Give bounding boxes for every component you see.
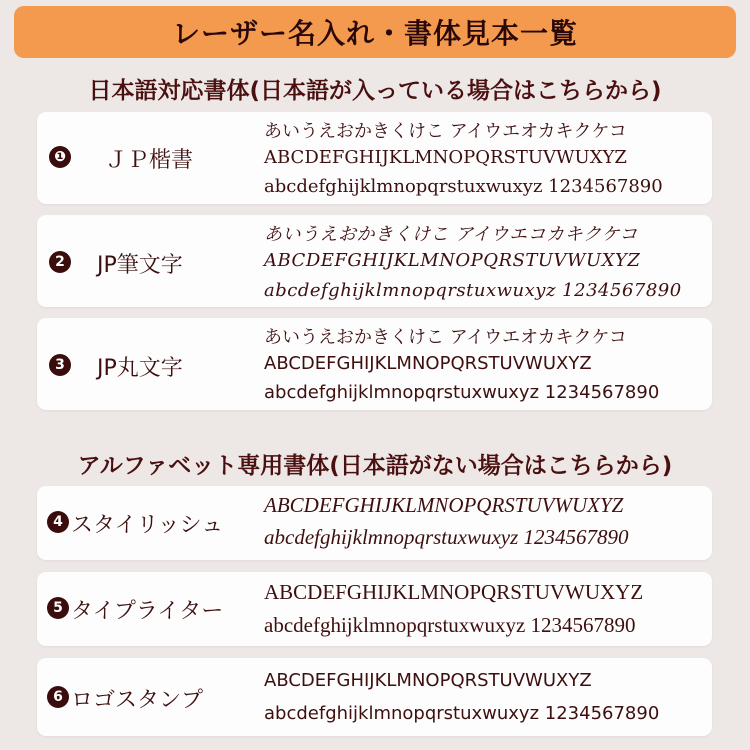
font-card-jp-kaisho: [37, 112, 712, 204]
font-name: ＪＰ楷書: [105, 148, 194, 173]
number-badge: 4: [47, 511, 69, 533]
sample-lowercase-digits: abcdefghijklmnopqrstuxwuxyz 1234567890: [264, 382, 660, 403]
sample-lowercase-digits: abcdefghijklmnopqrstuxwuxyz 1234567890: [264, 280, 682, 301]
sample-kana: あいうえおかきくけこ アイウエオカキクケコ: [264, 121, 627, 142]
sample-lowercase-digits: abcdefghijklmnopqrstuxwuxyz 1234567890: [264, 525, 629, 549]
sample-lowercase-digits: abcdefghijklmnopqrstuxwuxyz 1234567890: [264, 613, 636, 637]
sample-kana: あいうえおかきくけこ アイウエコカキクケコ: [264, 224, 638, 245]
font-name: スタイリッシュ: [71, 513, 224, 538]
number-badge: 6: [47, 686, 69, 708]
sample-uppercase: ABCDEFGHIJKLMNOPQRSTUVWUXYZ: [264, 493, 624, 517]
sample-lowercase-digits: abcdefghijklmnopqrstuxwuxyz 1234567890: [264, 703, 660, 724]
sample-uppercase: ABCDEFGHIJKLMNOPQRSTUVWUXYZ: [264, 580, 644, 604]
header-banner: [14, 6, 736, 58]
sample-kana: あいうえおかきくけこ アイウエオカキクケコ: [264, 327, 627, 348]
font-card-jp-fude: [37, 215, 712, 307]
sample-uppercase: ABCDEFGHIJKLMNOPQRSTUVWUXYZ: [264, 670, 592, 691]
font-card-jp-maru: [37, 318, 712, 410]
sample-uppercase: ABCDEFGHIJKLMNOPQRSTUVWUXYZ: [264, 250, 641, 271]
font-name: ロゴスタンプ: [71, 688, 204, 713]
font-name: JP丸文字: [97, 356, 183, 381]
number-badge: 2: [49, 251, 71, 273]
number-badge: 3: [49, 354, 71, 376]
font-name: JP筆文字: [97, 253, 183, 278]
font-name: タイプライター: [71, 599, 224, 624]
font-card-typewriter: [37, 572, 712, 646]
number-badge: ❶: [49, 146, 71, 168]
section-title-japanese: 日本語対応書体(日本語が入っている場合はこちらから): [88, 78, 662, 104]
font-card-stylish: [37, 486, 712, 560]
font-card-logo-stamp: [37, 658, 712, 736]
section-title-alphabet: アルファベット専用書体(日本語がない場合はこちらから): [77, 453, 673, 479]
sample-lowercase-digits: abcdefghijklmnopqrstuxwuxyz 1234567890: [264, 176, 663, 197]
page-title: レーザー名入れ・書体見本一覧: [171, 17, 578, 50]
number-badge: 5: [47, 597, 69, 619]
sample-uppercase: ABCDEFGHIJKLMNOPQRSTUVWUXYZ: [264, 147, 627, 168]
sample-uppercase: ABCDEFGHIJKLMNOPQRSTUVWUXYZ: [264, 353, 592, 374]
